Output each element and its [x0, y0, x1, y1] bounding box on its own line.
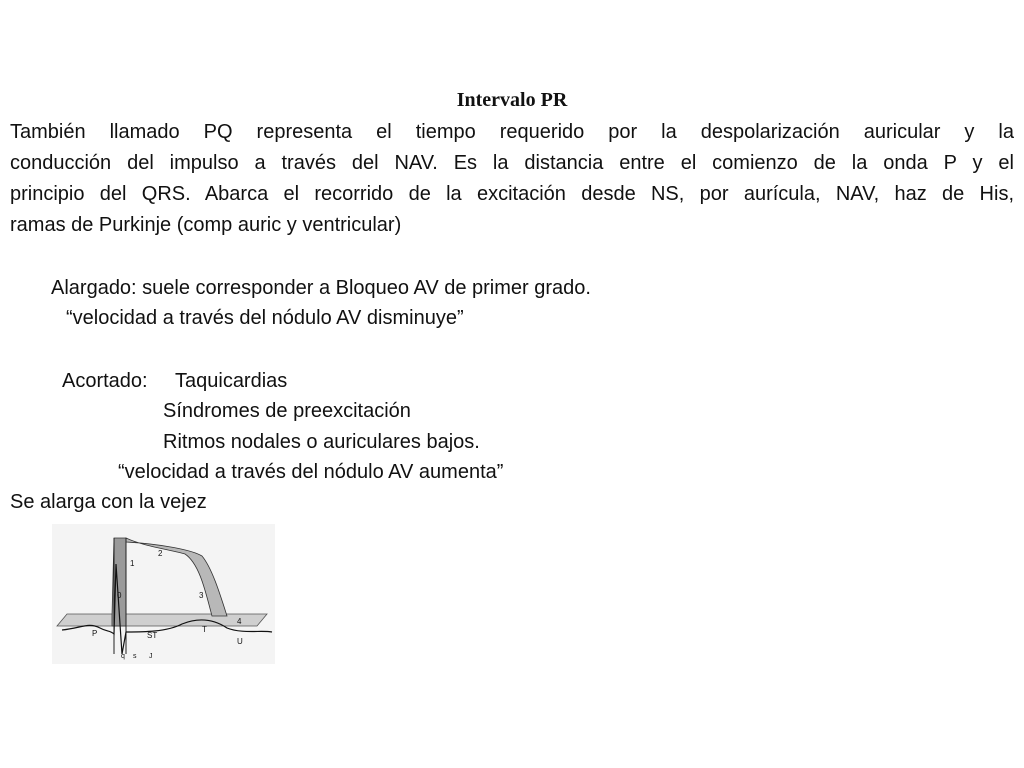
phase-label: 2 — [158, 549, 163, 558]
wave-label: P — [92, 629, 98, 638]
acortado-note: “velocidad a través del nódulo AV aumenta” — [118, 461, 504, 483]
wave-label: U — [237, 637, 243, 646]
acortado-item: Ritmos nodales o auriculares bajos. — [163, 431, 480, 453]
paragraph-line: principio del QRS. Abarca el recorrido de la excitación desde NS, por aurícula, NAV, haz de His, — [10, 183, 1014, 205]
wave-label: ST — [147, 631, 158, 640]
wave-label: J — [149, 653, 153, 660]
acortado-label: Acortado: — [62, 370, 148, 392]
closing-text: Se alarga con la vejez — [10, 491, 207, 513]
wave-label: q — [121, 653, 125, 660]
action-potential-ecg-figure — [52, 524, 275, 664]
paragraph-line: ramas de Purkinje (comp auric y ventricular) — [10, 214, 402, 236]
phase-label: 1 — [130, 559, 135, 568]
alargado-note: “velocidad a través del nódulo AV disminuye” — [66, 307, 464, 329]
wave-label: s — [133, 653, 137, 660]
paragraph-line: También llamado PQ representa el tiempo requerido por la despolarización auricular y la — [10, 121, 1014, 143]
phase-label: 0 — [117, 591, 122, 600]
slide-title: Intervalo PR — [456, 89, 568, 111]
wave-label: T — [202, 625, 207, 634]
baseline-band — [57, 614, 267, 626]
paragraph-line: conducción del impulso a través del NAV. Es la distancia entre el comienzo de la onda P y el — [10, 152, 1014, 174]
acortado-item: Síndromes de preexcitación — [163, 400, 411, 422]
acortado-item: Taquicardias — [175, 370, 288, 392]
alargado-text: Alargado: suele corresponder a Bloqueo AV de primer grado. — [51, 277, 591, 299]
phase-label: 3 — [199, 591, 204, 600]
definition-paragraph — [10, 117, 1014, 241]
phase-label: 4 — [237, 617, 242, 626]
